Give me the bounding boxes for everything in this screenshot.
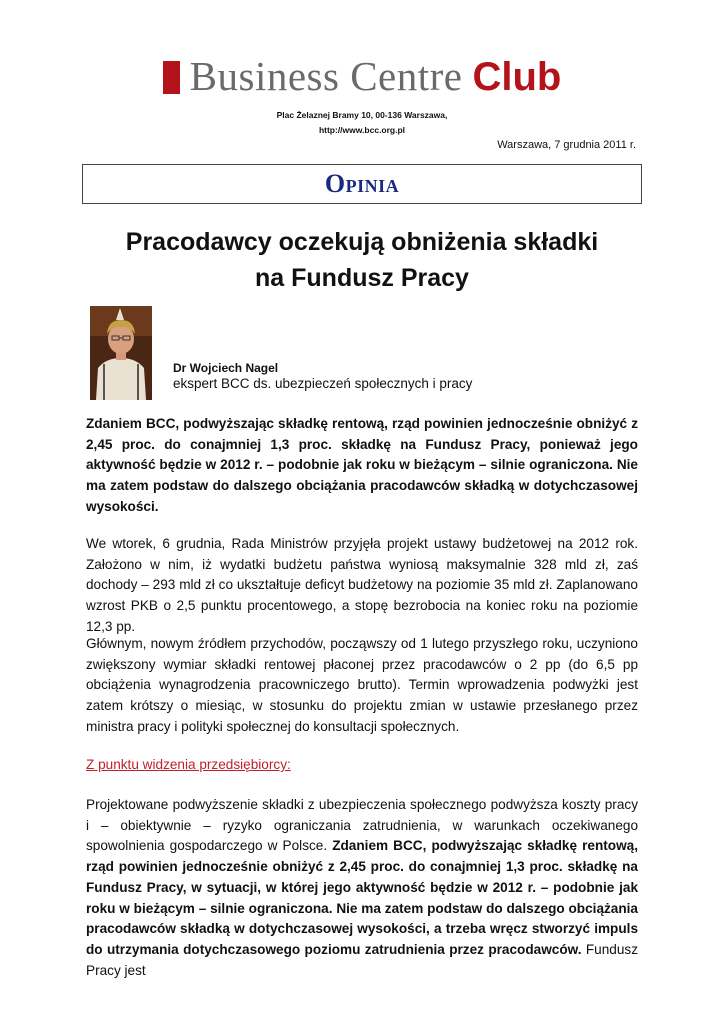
author-role: ekspert BCC ds. ubezpieczeń społecznych i pracy: [173, 376, 473, 391]
section-label-box: [82, 164, 642, 204]
bcc-logo: [0, 52, 724, 99]
subheading: Z punktu widzenia przedsiębiorcy:: [86, 757, 291, 772]
address-line: Plac Żelaznej Bramy 10, 00-136 Warszawa,: [276, 110, 448, 120]
page-title: [40, 224, 684, 296]
paragraph-1: We wtorek, 6 grudnia, Rada Ministrów przyjęła projekt ustawy budżetowej na 2012 rok. Założono w nim, iż wydatki budżetu państwa wyniosą maksymalnie 328 mld zł, zaś dochody – 293 mld zł co ukształtuje deficyt budżetowy na poziomie 35 mld zł. Zaplanowano wzrost PKB o 2,5 punktu procentowego, a stopę bezrobocia na koniec roku na poziomie 12,3 pp.: [86, 536, 638, 634]
website-link[interactable]: http://www.bcc.org.pl: [318, 125, 406, 135]
paragraph-2: Głównym, nowym źródłem przychodów, począwszy od 1 lutego przyszłego roku, uczyniono zwiększony wymiar składki rentowej płaconej przez pracodawców o 2 pp (do 6,5 pp obciążenia wynagrodzenia pracowniczego brutto). Termin wprowadzenia podwyżki jest zatem krótszy o miesiąc, w stosunku do projektu zmian w ustawie przesłanego przez ministra pracy i polityki społecznej do konsultacji społecznych.: [86, 636, 638, 734]
author-photo: [90, 306, 152, 400]
logo-club: Club: [472, 55, 562, 99]
lead-paragraph: Zdaniem BCC, podwyższając składkę rentową, rząd powinien jednocześnie obniżyć z 2,45 proc. do conajmniej 1,3 proc. składkę na Fundusz Pracy, ponieważ jego aktywność będzie w 2012 r. – podobnie jak roku w bieżącym – silnie ograniczona. Nie ma zatem podstaw do dalszego obciążania pracodawców składką w dotychczasowej wysokości.: [86, 416, 638, 514]
title-line-1: Pracodawcy oczekują obniżenia składki: [125, 228, 599, 256]
section-label: Opinia: [324, 169, 400, 198]
author-name: Dr Wojciech Nagel: [173, 361, 279, 375]
document-date: Warszawa, 7 grudnia 2011 r.: [497, 139, 636, 151]
paragraph-3-part-1: Projektowane podwyższenie składki z ubezpieczenia społecznego podwyższa koszty pracy i – obiektywnie – ryzyko ograniczania zatrudnienia, w warunkach oczekiwanego spowolnienia gospodarczego w Polsce.: [86, 797, 638, 854]
paragraph-3: [86, 795, 638, 981]
logo-square-icon: [163, 61, 180, 94]
paragraph-3-part-3: Fundusz Pracy jest: [86, 941, 639, 978]
paragraph-3-bold: Zdaniem BCC, podwyższając składkę rentową, rząd powinien jednocześnie obniżyć z 2,45 proc. do conajmniej 1,3 proc. składkę na Fundusz Pracy, w sytuacji, w której jego aktywność będzie w 2012 r. – podobnie jak roku w bieżącym – silnie ograniczona. Nie ma zatem podstaw do dalszego obciążania pracodawców składką w dotychczasowej wysokości, a trzeba wręcz stworzyć impuls do utrzymania dotychczasowego poziomu zatrudnienia przez pracodawców.: [86, 838, 638, 957]
logo-business-centre: Business Centre: [189, 53, 463, 99]
title-line-2: na Fundusz Pracy: [255, 264, 469, 292]
